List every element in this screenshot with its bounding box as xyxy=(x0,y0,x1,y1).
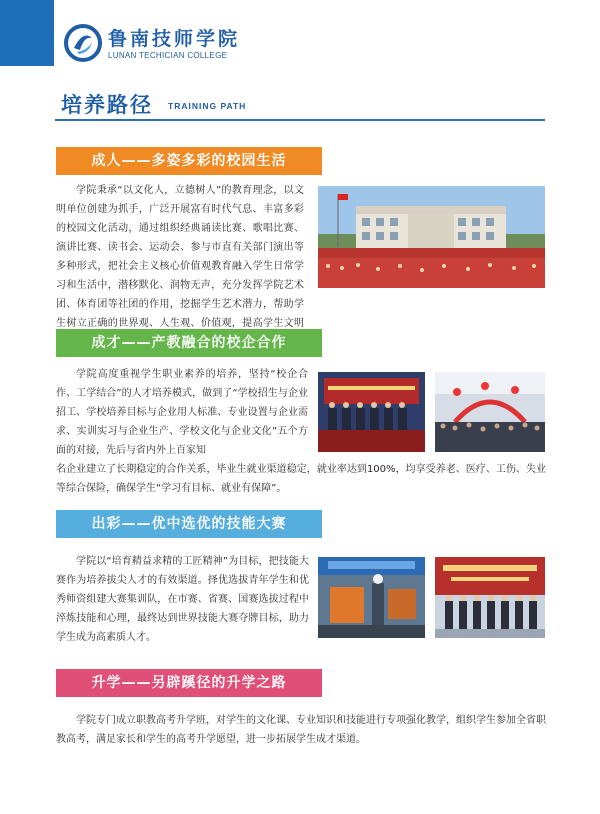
school-enterprise-text-top: 学院高度重视学生职业素养的培养，坚持“校企合作、工学结合”的人才培养模式，做到了“学校招生与企业招工、学校培养目标与企业用人标准、专业设置与企业需求、实训实习与企业生产、学校文化与企业文化”五个方面的对接，先后与省内外上百家知 xyxy=(56,369,308,456)
page-title-en: TRAINING PATH xyxy=(168,101,247,111)
job-fair-photo xyxy=(435,372,545,452)
campus-life-text: 学院秉承“以文化人，立德树人”的教育理念，以文明单位创建为抓手，广泛开展富有时代气息、丰富多彩的校园文化活动，通过组织经典诵读比赛、歌唱比赛、演讲比赛、读书会、运动会、参与市直有关部门演出等多种形式，把社会主义核心价值观教育融入学生日常学习和生活中，潜移默化、润物无声，充分发挥学院艺术团、体育团等社团的作用，挖掘学生艺术潜力，帮助学生树立正确的世界观、人生观、价值观，提高学生文明 xyxy=(56,185,304,329)
section-heading-further-study: 升学——另辟蹊径的升学之路 xyxy=(56,669,322,697)
further-study-text: 学院专门成立职教高考升学班，对学生的文化课、专业知识和技能进行专项强化教学，组织学生参加全省职教高考，满足家长和学生的高考升学愿望，进一步拓展学生成才渠道。 xyxy=(56,715,546,745)
competition-workshop-photo xyxy=(318,557,425,638)
header-accent-bar xyxy=(0,0,54,66)
college-name-en: LUNAN TECHICIAN COLLEGE xyxy=(108,51,228,60)
college-name-cn: 鲁南技师学院 xyxy=(108,28,241,50)
award-ceremony-photo xyxy=(435,557,545,638)
page-title: 培养路径 xyxy=(61,93,153,117)
school-enterprise-text-bottom: 名企业建立了长期稳定的合作关系，毕业生就业渠道稳定，就业率达到100%，均享受养老、医疗、工伤、失业等综合保险，确保学生“学习有目标、就业有保障”。 xyxy=(56,464,546,494)
section-heading-skills-competition: 出彩——优中选优的技能大赛 xyxy=(56,510,322,538)
skills-competition-text: 学院以“培育精益求精的工匠精神”为目标，把技能大赛作为培养拔尖人才的有效渠道。择优选拔青年学生和优秀师资组建大赛集训队，在市赛、省赛、国赛选拔过程中淬炼技能和心理，最终达到世界技能大赛夺牌目标，助力学生成为高素质人才。 xyxy=(56,556,309,643)
section-heading-school-enterprise: 成才——产教融合的校企合作 xyxy=(56,329,322,357)
title-divider xyxy=(55,119,545,121)
campus-building-photo xyxy=(318,186,545,288)
college-logo-icon xyxy=(64,24,102,62)
section-heading-campus-life: 成人——多姿多彩的校园生活 xyxy=(56,147,322,175)
signing-ceremony-photo xyxy=(318,372,425,452)
